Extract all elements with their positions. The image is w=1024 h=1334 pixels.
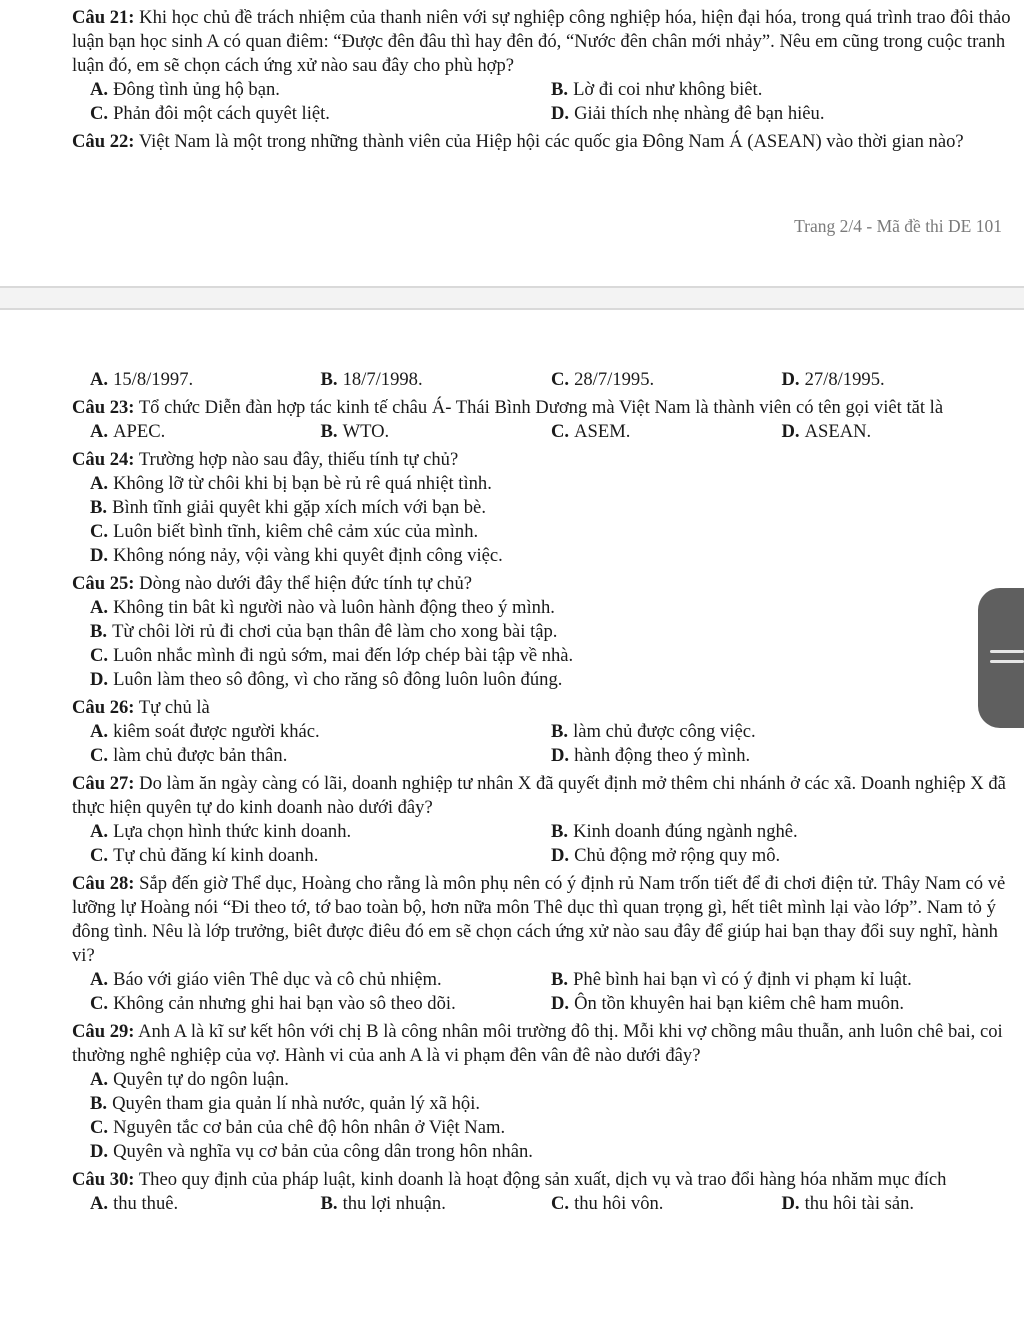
answer-option[interactable]	[551, 102, 1012, 126]
page-footer: Trang 2/4 - Mã đề thi DE 101	[794, 216, 1002, 236]
option-label: C.	[90, 993, 109, 1014]
option-label: A.	[90, 721, 109, 742]
option-label: D.	[551, 103, 570, 124]
answer-option[interactable]	[551, 820, 1012, 844]
option-text: Không tin bât kì người nào và luôn hành động theo ý mình.	[113, 597, 555, 618]
question-text: Khi học chủ đề trách nhiệm của thanh niên với sự nghiệp công nghiệp hóa, hiện đại hóa, trong quá trình trao đôi thảo luận bạn học sinh A có quan điêm: “Được đên đâu thì hay đên đó, “Nước đên chân mới nhảy”. Nêu em cũng trong cuộc tranh luận đó, em sẽ chọn cách ứng xử nào sau đây cho phù hợp?	[72, 7, 1011, 76]
question-number: Câu 22:	[72, 131, 135, 152]
option-text: Báo với giáo viên Thê dục và cô chủ nhiệm.	[113, 969, 442, 990]
question-24	[72, 448, 1012, 472]
option-label: B.	[551, 969, 569, 990]
answer-row	[72, 968, 1012, 992]
answer-option[interactable]	[90, 992, 551, 1016]
option-label: C.	[551, 1193, 570, 1214]
option-label: D.	[90, 545, 109, 566]
option-label: C.	[90, 645, 109, 666]
answer-option[interactable]	[90, 968, 551, 992]
answer-row	[72, 420, 1012, 444]
answer-option[interactable]	[90, 78, 551, 102]
option-text: Quyên tham gia quản lí nhà nước, quản lý xã hội.	[112, 1093, 481, 1114]
question-text: Sắp đến giờ Thể dục, Hoàng cho rằng là môn phụ nên có ý định rủ Nam trốn tiết để đi chơi điện tử. Thây Nam có vẻ lưỡng lự Hoàng nói “Đi theo tớ, tớ bao toàn bộ, hơn nữa môn Thê dục thì quan trọng gì, hết tiêt mình lại vào lớp”. Nam tỏ ý đông tình. Nêu là lớp trưởng, biêt được điêu đó em sẽ chọn cách ứng xử nào sau đây để giúp hai bạn thay đổi suy nghĩ, hành vi?	[72, 873, 1006, 966]
option-label: A.	[90, 969, 109, 990]
question-number: Câu 23:	[72, 397, 135, 418]
question-text: Tổ chức Diễn đàn hợp tác kinh tế châu Á- Thái Bình Dương mà Việt Nam là thành viên có tên gọi viêt tăt là	[138, 397, 944, 418]
option-text: Quyên tự do ngôn luận.	[113, 1069, 289, 1090]
option-label: A.	[90, 421, 109, 442]
option-text: Lựa chọn hình thức kinh doanh.	[113, 821, 352, 842]
option-text: 18/7/1998.	[342, 369, 423, 390]
answer-row	[72, 844, 1012, 868]
answer-row	[72, 1192, 1012, 1216]
question-number: Câu 30:	[72, 1169, 135, 1190]
option-label: B.	[320, 421, 338, 442]
option-text: 28/7/1995.	[574, 369, 655, 390]
option-text: ASEM.	[574, 421, 631, 442]
question-number: Câu 25:	[72, 573, 135, 594]
answer-row	[72, 992, 1012, 1016]
option-text: Phản đôi một cách quyêt liệt.	[113, 103, 330, 124]
option-text: thu hôi tài sản.	[804, 1193, 915, 1214]
answer-option[interactable]	[551, 720, 1012, 744]
option-text: 27/8/1995.	[804, 369, 885, 390]
option-label: B.	[551, 821, 569, 842]
question-text: Trường hợp nào sau đây, thiếu tính tự chủ?	[138, 449, 459, 470]
answer-option[interactable]	[72, 472, 1012, 496]
question-number: Câu 26:	[72, 697, 135, 718]
option-label: C.	[90, 745, 109, 766]
answer-option[interactable]	[321, 368, 552, 392]
option-text: Giải thích nhẹ nhàng đê bạn hiêu.	[574, 103, 825, 124]
answer-option[interactable]	[90, 368, 321, 392]
page-gap	[0, 288, 1024, 308]
question-number: Câu 24:	[72, 449, 135, 470]
option-text: Luôn làm theo sô đông, vì cho răng sô đông luôn luôn đúng.	[113, 669, 563, 690]
option-label: C.	[90, 1117, 109, 1138]
answer-option[interactable]	[72, 1092, 1012, 1116]
answer-option[interactable]	[72, 1116, 1012, 1140]
answer-option[interactable]	[90, 820, 551, 844]
question-number: Câu 21:	[72, 7, 135, 28]
option-label: A.	[90, 821, 109, 842]
option-label: D.	[781, 1193, 800, 1214]
option-label: B.	[320, 1193, 338, 1214]
grip-line-icon	[990, 660, 1024, 663]
answer-option[interactable]	[90, 420, 321, 444]
answer-option[interactable]	[551, 844, 1012, 868]
option-text: WTO.	[342, 421, 390, 442]
answer-option[interactable]	[321, 1192, 552, 1216]
answer-option[interactable]	[72, 520, 1012, 544]
option-label: D.	[781, 421, 800, 442]
option-label: B.	[90, 1093, 108, 1114]
option-text: Bình tĩnh giải quyêt khi gặp xích mích với bạn bè.	[112, 497, 486, 518]
answer-option[interactable]	[72, 496, 1012, 520]
answer-option[interactable]	[782, 368, 1013, 392]
option-text: kiêm soát được người khác.	[113, 721, 320, 742]
option-label: D.	[551, 745, 570, 766]
answer-option[interactable]	[72, 596, 1012, 620]
answer-option[interactable]	[90, 844, 551, 868]
option-text: ASEAN.	[804, 421, 872, 442]
option-text: Nguyên tắc cơ bản của chê độ hôn nhân ở Việt Nam.	[113, 1117, 506, 1138]
question-30	[72, 1168, 1012, 1192]
option-text: thu lợi nhuận.	[342, 1193, 446, 1214]
answer-option[interactable]	[782, 420, 1013, 444]
question-21	[72, 6, 1012, 78]
answer-option[interactable]	[90, 1192, 321, 1216]
option-text: 15/8/1997.	[113, 369, 194, 390]
option-text: hành động theo ý mình.	[574, 745, 751, 766]
answer-option[interactable]	[72, 644, 1012, 668]
question-27	[72, 772, 1012, 820]
option-text: Luôn nhắc mình đi ngủ sớm, mai đến lớp chép bài tập về nhà.	[113, 645, 574, 666]
question-text: Theo quy định của pháp luật, kinh doanh là hoạt động sản xuất, dịch vụ và trao đổi hàng hóa nhăm mục đích	[138, 1169, 947, 1190]
question-25	[72, 572, 1012, 596]
option-label: B.	[90, 621, 108, 642]
answer-option[interactable]	[90, 744, 551, 768]
question-23	[72, 396, 1012, 420]
page-top-section	[72, 6, 1012, 154]
answer-row	[72, 820, 1012, 844]
option-text: Ôn tồn khuyên hai bạn kiêm chê ham muôn.	[574, 993, 905, 1014]
option-text: Kinh doanh đúng ngành nghê.	[573, 821, 798, 842]
option-label: D.	[781, 369, 800, 390]
option-label: B.	[90, 497, 108, 518]
option-text: Tự chủ đăng kí kinh doanh.	[113, 845, 319, 866]
option-label: D.	[90, 669, 109, 690]
option-label: C.	[90, 521, 109, 542]
option-text: Luôn biết bình tĩnh, kiêm chê cảm xúc của mình.	[113, 521, 479, 542]
answer-option[interactable]	[72, 620, 1012, 644]
option-label: C.	[90, 103, 109, 124]
answer-option[interactable]	[72, 668, 1012, 692]
scroll-handle[interactable]	[978, 588, 1024, 728]
page-bottom-section	[72, 368, 1012, 1216]
question-number: Câu 29:	[72, 1021, 135, 1042]
option-label: A.	[90, 1193, 109, 1214]
option-label: C.	[551, 369, 570, 390]
option-text: Phê bình hai bạn vì có ý định vi phạm kỉ luật.	[573, 969, 912, 990]
question-text: Việt Nam là một trong những thành viên của Hiệp hội các quốc gia Đông Nam Á (ASEAN) vào thời gian nào?	[138, 131, 964, 152]
answer-row	[72, 78, 1012, 102]
question-text: Dòng nào dưới đây thể hiện đức tính tự chủ?	[139, 573, 473, 594]
option-label: C.	[551, 421, 570, 442]
option-text: làm chủ được bản thân.	[113, 745, 288, 766]
page-divider	[0, 308, 1024, 310]
question-number: Câu 27:	[72, 773, 135, 794]
option-text: làm chủ được công việc.	[573, 721, 756, 742]
option-label: D.	[90, 1141, 109, 1162]
option-label: A.	[90, 597, 109, 618]
option-text: Lờ đi coi như không biêt.	[573, 79, 763, 100]
answer-option[interactable]	[72, 1140, 1012, 1164]
answer-option[interactable]	[551, 744, 1012, 768]
option-label: B.	[320, 369, 338, 390]
question-29	[72, 1020, 1012, 1068]
question-22	[72, 130, 1012, 154]
option-text: APEC.	[113, 421, 166, 442]
answer-row	[72, 720, 1012, 744]
option-label: A.	[90, 473, 109, 494]
option-text: Không cản nhưng ghi hai bạn vào sô theo dõi.	[113, 993, 456, 1014]
option-text: Quyên và nghĩa vụ cơ bản của công dân trong hôn nhân.	[113, 1141, 533, 1162]
option-label: B.	[551, 721, 569, 742]
answer-option[interactable]	[551, 992, 1012, 1016]
option-label: B.	[551, 79, 569, 100]
answer-option[interactable]	[551, 420, 782, 444]
answer-row	[72, 368, 1012, 392]
option-text: Chủ động mở rộng quy mô.	[574, 845, 781, 866]
option-label: A.	[90, 79, 109, 100]
option-text: Đông tình ủng hộ bạn.	[113, 79, 280, 100]
answer-option[interactable]	[551, 78, 1012, 102]
question-text: Anh A là kĩ sư kết hôn với chị B là công nhân môi trường đô thị. Mỗi khi vợ chồng mâu thuẫn, anh luôn chê bai, coi thường nghê nghiệp của vợ. Hành vi của anh A là vi phạm đên vân đê nào dưới đây?	[72, 1021, 1003, 1066]
option-label: A.	[90, 1069, 109, 1090]
question-number: Câu 28:	[72, 873, 135, 894]
question-text: Do làm ăn ngày càng có lãi, doanh nghiệp tư nhân X đã quyết định mở thêm chi nhánh ở các xã. Doanh nghiệp X đã thực hiện quyên tự do kinh doanh nào dưới đây?	[72, 773, 1006, 818]
answer-option[interactable]	[90, 720, 551, 744]
option-text: thu hôi vôn.	[574, 1193, 664, 1214]
answer-option[interactable]	[90, 102, 551, 126]
answer-option[interactable]	[551, 1192, 782, 1216]
option-label: D.	[551, 993, 570, 1014]
option-label: D.	[551, 845, 570, 866]
option-label: A.	[90, 369, 109, 390]
option-text: Không nóng nảy, vội vàng khi quyêt định công việc.	[113, 545, 503, 566]
answer-option[interactable]	[72, 1068, 1012, 1092]
option-text: Không lỡ từ chôi khi bị bạn bè rủ rê quá nhiệt tình.	[113, 473, 492, 494]
answer-row	[72, 102, 1012, 126]
answer-row	[72, 744, 1012, 768]
question-26	[72, 696, 1012, 720]
option-label: C.	[90, 845, 109, 866]
grip-line-icon	[990, 650, 1024, 653]
question-28	[72, 872, 1012, 968]
option-text: Từ chôi lời rủ đi chơi của bạn thân đê làm cho xong bài tập.	[112, 621, 558, 642]
answer-option[interactable]	[551, 368, 782, 392]
answer-option[interactable]	[321, 420, 552, 444]
question-text: Tự chủ là	[138, 697, 210, 718]
answer-option[interactable]	[72, 544, 1012, 568]
answer-option[interactable]	[782, 1192, 1013, 1216]
answer-option[interactable]	[551, 968, 1012, 992]
option-text: thu thuê.	[113, 1193, 179, 1214]
